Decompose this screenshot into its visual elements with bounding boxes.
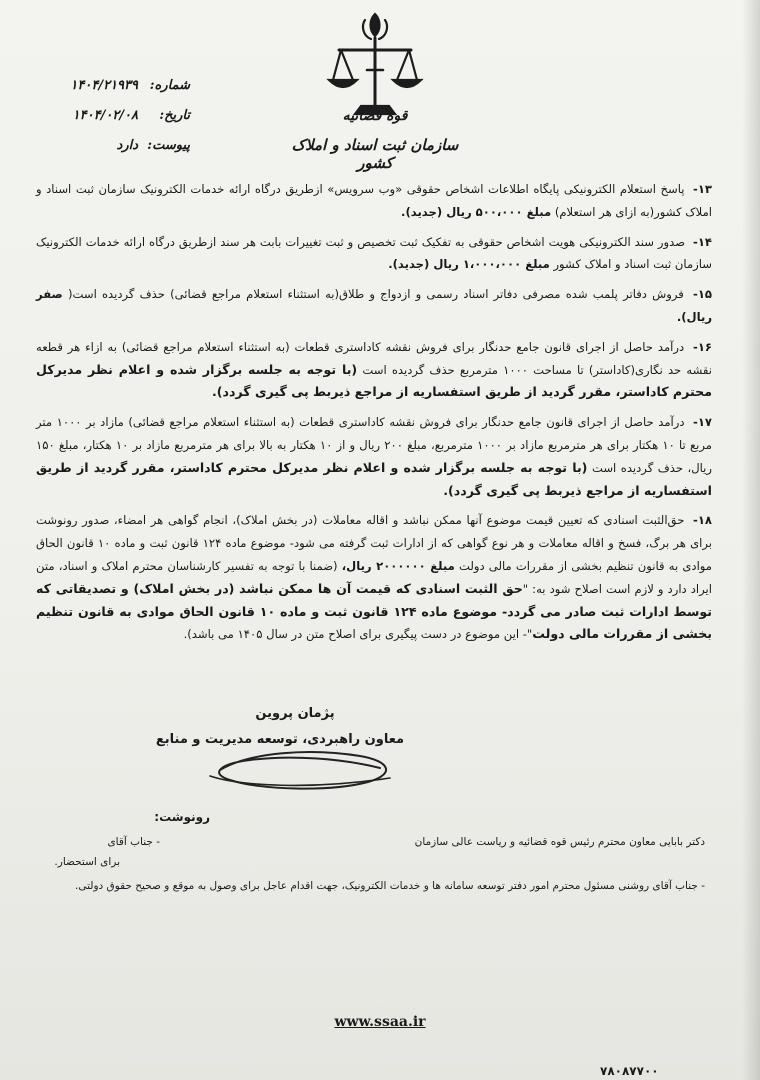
copy-recipient-1-side: - جناب آقای	[107, 836, 160, 848]
clause-note: (با توجه به جلسه برگزار شده و اعلام نظر مدیرکل محترم کاداستر، مقرر گردید از طریق استفساریه از مراجع ذیربط پی گیری گردد).	[36, 361, 712, 400]
clause-16	[36, 336, 712, 404]
meta-number-row	[30, 70, 190, 100]
signatory-title: معاون راهبردی، توسعه مدیریت و منابع	[155, 732, 405, 747]
clause-amount: مبلغ ۲۰۰۰۰۰۰ ریال،	[341, 558, 455, 573]
signatory-name: پژمان پروین	[255, 706, 335, 721]
clause-remark-end: "- این موضوع در دست پیگیری برای اصلاح متن در سال ۱۴۰۵ می باشد).	[183, 627, 533, 642]
clause-13	[36, 178, 712, 224]
clause-corrected-text: حق الثبت اسنادی که قیمت آن ها ممکن نباشد (در بخش املاک) و تصدیقاتی که توسط ادارات ثبت صادر می گردد- موضوع ماده ۱۲۴ قانون ثبت و ماده ۱۰ قانون الحاق موادی به قانون تنظیم بخشی از مقررات مالی دولت	[36, 580, 712, 642]
date-value: ۱۴۰۴/۰۲/۰۸	[72, 107, 138, 123]
clause-remark: (ضمنا با توجه به تفسیر کارشناسان محترم املاک و اسناد، متن ایراد دارد و لازم است اصلاح شود به: "	[36, 558, 713, 596]
clause-number: ۱۴-	[693, 234, 712, 249]
page-edge-shadow	[742, 0, 760, 1080]
clause-number: ۱۷-	[693, 415, 712, 430]
meta-attachment-row	[30, 130, 190, 160]
clause-15	[36, 283, 712, 329]
clause-number: ۱۳-	[693, 182, 713, 196]
clause-text: فروش دفاتر پلمب شده مصرفی دفاتر اسناد رسمی و ازدواج و طلاق(به استثناء استعلام مراجع قضائی) حذف گردیده است(	[67, 287, 684, 302]
clause-number: ۱۸-	[693, 513, 712, 528]
handwritten-signature-icon	[190, 730, 410, 800]
org-name-registry: سازمان ثبت اسناد و املاک کشور	[291, 136, 459, 172]
clause-note: (با توجه به جلسه برگزار شده و اعلام نظر مدیرکل محترم کاداستر، مقرر گردید از طریق استفساریه از مراجع ذیربط پی گیری گردد).	[36, 459, 712, 498]
copies-title: رونوشت:	[154, 810, 210, 824]
copy-recipient-2: - جناب آقای روشنی مسئول محترم امور دفتر توسعه سامانه ها و خدمات الکترونیک، جهت اقدام عاجل برای وصول به موقع و صحیح حقوق دولتی.	[75, 880, 705, 892]
letter-body	[36, 178, 712, 651]
clause-17	[36, 411, 712, 502]
number-label: شماره:	[149, 77, 190, 93]
clause-text: پاسخ استعلام الکترونیکی پایگاه اطلاعات اشخاص حقوقی «وب سرویس» ازطریق درگاه ارائه خدمات الکترونیک سازمان ثبت اسناد و املاک کشور(به ازای هر استعلام)	[36, 182, 712, 219]
clause-amount: مبلغ ۵۰۰،۰۰۰ ریال (جدید).	[401, 204, 552, 219]
judiciary-emblem-icon	[325, 10, 425, 120]
clause-text: صدور سند الکترونیکی هویت اشخاص حقوقی به تفکیک ثبت تخصیص و ثبت تغییرات بابت هر سند ازطریق درگاه ارائه خدمات الکترونیک سازمان ثبت اسناد و املاک کشور	[36, 234, 712, 272]
footer-website: www.ssaa.ir	[334, 1014, 426, 1030]
clause-18	[36, 509, 712, 646]
clause-number: ۱۶-	[693, 339, 712, 354]
clause-text: حق‌الثبت اسنادی که تعیین قیمت موضوع آنها ممکن نباشد و اقاله معاملات (در بخش املاک)، انجام گواهی هر امضاء، صدور رونوشت برای هر برگ، فسخ و اقاله معاملات و هر نوع گواهی که از ادارات ثبت گرفته می شود- موضوع ماده ۱۲۴ قانون ثبت و ماده ۱۰ قانون الحاق موادی به قانون تنظیم بخشی از مقررات مالی دولت	[36, 513, 712, 573]
clause-text: درآمد حاصل از اجرای قانون جامع حدنگار برای فروش نقشه کاداستری قطعات (به استثناء استعلام مراجع قضائی) به ازاء هر قطعه نقشه حد نگاری(کاداستر) تا مساحت ۱۰۰۰ مترمربع حذف گردیده است	[36, 339, 713, 377]
org-name-judiciary: قوه قضائیه	[342, 108, 408, 124]
meta-date-row	[30, 100, 190, 130]
clause-amount: مبلغ ۱،۰۰۰،۰۰۰ ریال (جدید).	[388, 257, 550, 272]
clause-text: درآمد حاصل از اجرای قانون جامع حدنگار برای فروش نقشه کاداستری قطعات (به استثناء استعلام مراجع قضائی) مازاد بر ۱۰۰۰ متر مربع تا ۱۰ هکتار برای هر مترمربع مازاد بر ۱۰۰۰ مترمربع، مبلغ ۲۰۰ ریال و از ۱۰ هکتار به بالا برای هر مترمربع مازاد بر ۱۰ هکتار، مبلغ ۱۵۰ ریال، حذف گردیده است	[36, 415, 713, 475]
copy-recipient-1-purpose: برای استحضار.	[54, 856, 120, 868]
date-label: تاریخ:	[159, 107, 190, 123]
number-value: ۱۴۰۴/۲۱۹۳۹	[70, 77, 138, 93]
clause-14	[36, 231, 712, 277]
footer-corner-number: ۷۸۰۸۷۷۰۰	[600, 1064, 659, 1078]
copy-recipient-1: دکتر بابایی معاون محترم رئیس قوه قضائیه و ریاست عالی سازمان	[414, 836, 705, 848]
attachment-value: دارد	[116, 137, 138, 153]
clause-amount: صفر ریال).	[36, 287, 712, 324]
attachment-label: پیوست:	[147, 137, 190, 153]
letter-meta	[30, 70, 190, 160]
clause-number: ۱۵-	[693, 287, 712, 302]
